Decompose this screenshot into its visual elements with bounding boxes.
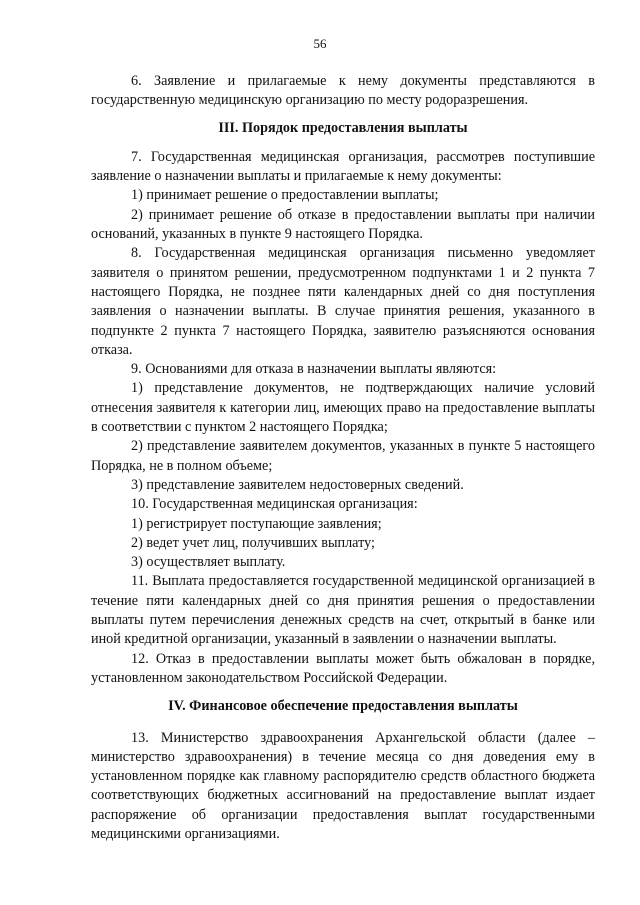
- section-4-heading: IV. Финансовое обеспечение предоставления выплаты: [168, 698, 518, 715]
- paragraph-10: 10. Государственная медицинская организация:: [131, 496, 418, 513]
- paragraph-10-item-1: 1) регистрирует поступающие заявления;: [131, 515, 382, 532]
- paragraph-11: 11. Выплата предоставляется государственной медицинской организацией в течение пяти календарных дней со дня принятия решения о предоставлении выплаты путем перечисления денежных средств на счет, открытый в банке или иной кредитной организации, указанный в заявлении о назначении выплаты.: [91, 573, 595, 648]
- paragraph-7: 7. Государственная медицинская организация, рассмотрев поступившие заявление о назначении выплаты и прилагаемые к нему документы:: [91, 148, 595, 185]
- page-number: 56: [313, 36, 327, 51]
- paragraph-7-item-2: 2) принимает решение об отказе в предоставлении выплаты при наличии оснований, указанных в пункте 9 настоящего Порядка.: [91, 206, 595, 243]
- paragraph-8: 8. Государственная медицинская организация письменно уведомляет заявителя о принятом решении, предусмотренном подпунктами 1 и 2 пункта 7 настоящего Порядка, не позднее пяти календарных дней со дня поступления заявления о назначении выплаты. В случае принятия решения, указанного в подпункте 2 пункта 7 настоящего Порядка, заявителю разъясняются основания отказа.: [91, 245, 595, 358]
- paragraph-10-item-2: 2) ведет учет лиц, получивших выплату;: [131, 534, 375, 551]
- section-3-heading: III. Порядок предоставления выплаты: [218, 119, 468, 136]
- paragraph-12: 12. Отказ в предоставлении выплаты может быть обжалован в порядке, установленном законодательством Российской Федерации.: [91, 650, 595, 686]
- paragraph-9-item-1: 1) представление документов, не подтверждающих наличие условий отнесения заявителя к категории лиц, имеющих право на предоставление выплаты в соответствии с пунктом 2 настоящего Порядка;: [91, 380, 595, 436]
- paragraph-6: 6. Заявление и прилагаемые к нему документы представляются в государственную медицинскую организацию по месту родоразрешения.: [91, 73, 595, 109]
- document-body: [91, 72, 595, 844]
- paragraph-10-item-3: 3) осуществляет выплату.: [131, 554, 286, 571]
- paragraph-7-item-1: 1) принимает решение о предоставлении выплаты;: [131, 187, 439, 204]
- paragraph-13: 13. Министерство здравоохранения Архангельской области (далее – министерство здравоохранения) в течение месяца со дня доведения ему в установленном порядке как главному распорядителю средств областного бюджета соответствующих бюджетных ассигнований на предоставление выплат издает распоряжение об организации предоставления выплат государственными медицинскими организациями.: [91, 729, 595, 842]
- paragraph-9-item-2: 2) представление заявителем документов, указанных в пункте 5 настоящего Порядка, не в полном объеме;: [91, 438, 595, 474]
- paragraph-9: 9. Основаниями для отказа в назначении выплаты являются:: [131, 361, 497, 378]
- paragraph-9-item-3: 3) представление заявителем недостоверных сведений.: [131, 476, 464, 493]
